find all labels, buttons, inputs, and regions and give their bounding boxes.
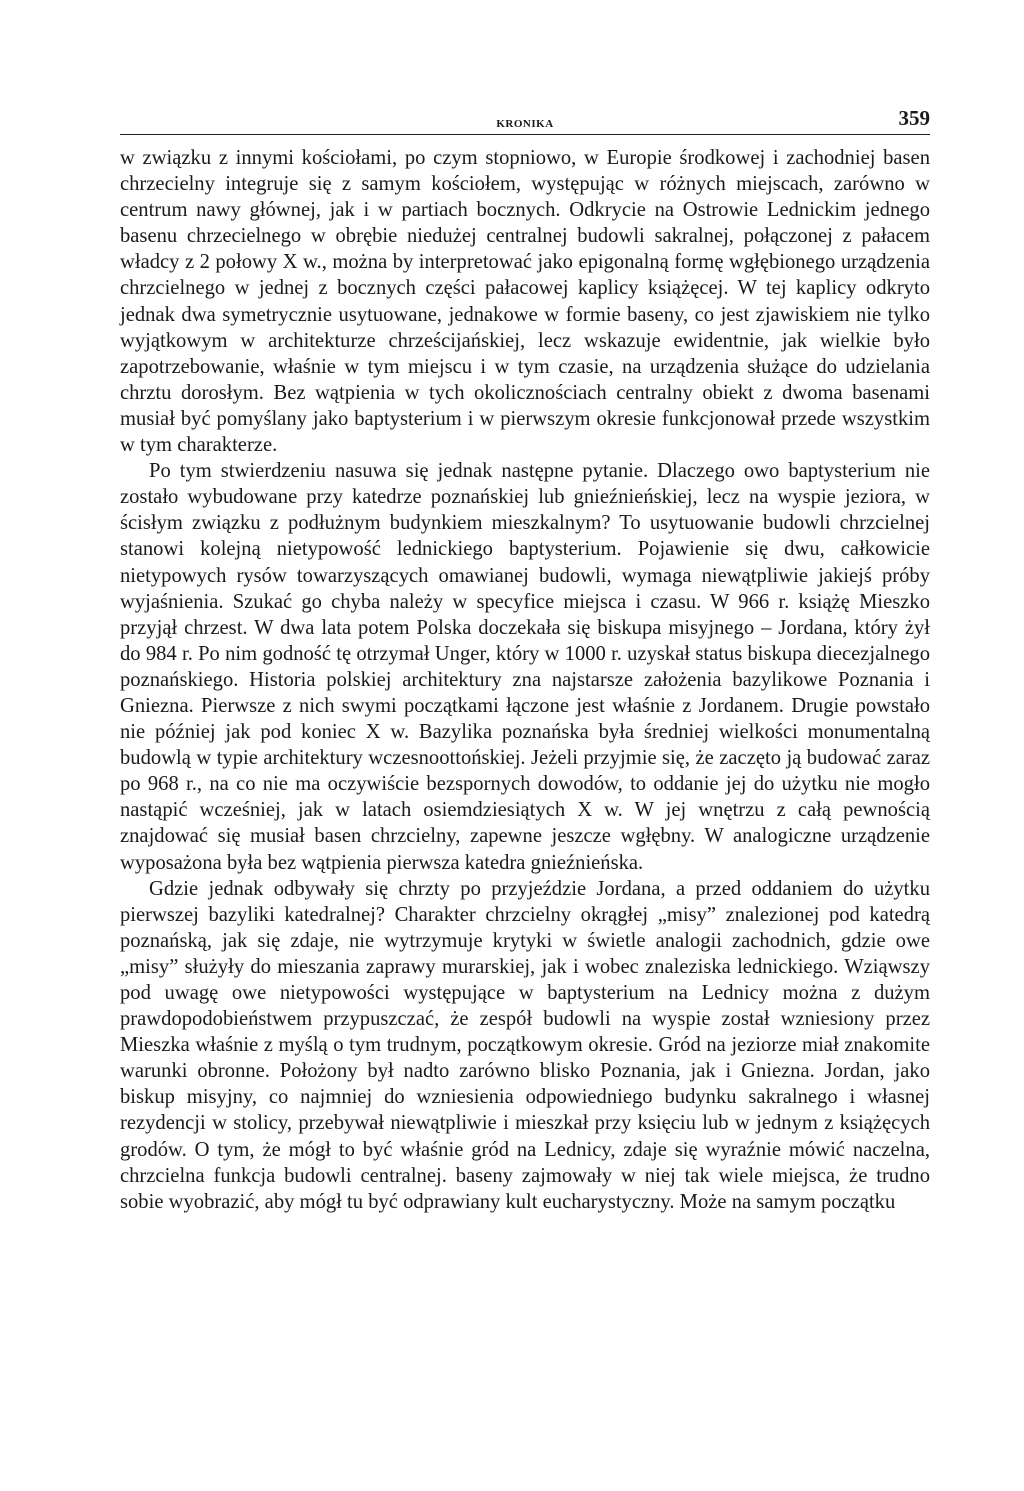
body-text bbox=[120, 145, 930, 1215]
paragraph-3: Gdzie jednak odbywały się chrzty po przyjeździe Jordana, a przed oddaniem do użytku pierwszej bazyliki katedralnej? Charakter chrzcielny okrągłej „misy” znalezionej pod katedrą poznańską, jak się zdaje, nie wytrzymuje krytyki w świetle analogii zachodnich, gdzie owe „misy” służyły do mieszania zaprawy murarskiej, jak i wobec znaleziska lednickiego. Wziąwszy pod uwagę owe nietypowości występujące w baptysterium na Lednicy można z dużym prawdopodobieństwem przypuszczać, że zespół budowli na wyspie został wzniesiony przez Mieszka właśnie z myślą o tym trudnym, początkowym okresie. Gród na jeziorze miał znakomite warunki obronne. Położony był nadto zarówno blisko Poznania, jak i Gniezna. Jordan, jako biskup misyjny, co najmniej do wzniesienia odpowiedniego budynku sakralnego i własnej rezydencji w stolicy, przebywał niewątpliwie i mieszkał przy księciu lub w jednym z książęcych grodów. O tym, że mógł to być właśnie gród na Lednicy, zdaje się wyraźnie mówić naczelna, chrzcielna funkcja budowli centralnej. baseny zajmowały w niej tak wiele miejsca, że trudno sobie wyobrazić, aby mógł tu być odprawiany kult eucharystyczny. Może na samym początku bbox=[120, 877, 930, 1213]
paragraph-1: w związku z innymi kościołami, po czym stopniowo, w Europie środkowej i zachodniej basen chrzecielny integruje się z samym kościołem, występując w różnych miejscach, zarówno w centrum nawy głównej, jak i w partiach bocznych. Odkrycie na Ostrowie Lednickim jednego basenu chrzecielnego w obrębie niedużej centralnej budowli sakralnej, połączonej z pałacem władcy z 2 połowy X w., można by interpretować jako epigonalną formę wgłębionego urządzenia chrzcielnego w jednej z bocznych części pałacowej kaplicy książęcej. W tej kaplicy odkryto jednak dwa symetrycznie usytuowane, jednakowe w formie baseny, co jest zjawiskiem nie tylko wyjątkowym w architekturze chrześcijańskiej, lecz wskazuje ewidentnie, jak wielkie było zapotrzebowanie, właśnie w tym miejscu i w tym czasie, na urządzenia służące do udzielania chrztu dorosłym. Bez wątpienia w tych okolicznościach centralny obiekt z dwoma basenami musiał być pomyślany jako baptysterium i w pierwszym okresie funkcjonował przede wszystkim w tym charakterze. bbox=[120, 147, 930, 457]
paragraph-2: Po tym stwierdzeniu nasuwa się jednak następne pytanie. Dlaczego owo baptysterium nie zostało wybudowane przy katedrze poznańskiej lub gnieźnieńskiej, lecz na wyspie jeziora, w ścisłym związku z podłużnym budynkiem mieszkalnym? To usytuowanie budowli chrzcielnej stanowi kolejną nietypowość lednickiego baptysterium. Pojawienie się dwu, całkowicie nietypowych rysów towarzyszących omawianej budowli, wymaga niewątpliwie jakiejś próby wyjaśnienia. Szukać go chyba należy w specyfice miejsca i czasu. W 966 r. książę Mieszko przyjął chrzest. W dwa lata potem Polska doczekała się biskupa misyjnego – Jordana, który żył do 984 r. Po nim godność tę otrzymał Unger, który w 1000 r. uzyskał status biskupa diecezjalnego poznańskiego. Historia polskiej architektury zna najstarsze założenia bazylikowe Poznania i Gniezna. Pierwsze z nich swymi początkami łączone jest właśnie z Jordanem. Drugie powstało nie później jak pod koniec X w. Bazylika poznańska była średniej wielkości monumentalną budowlą w typie architektury wczesnoottońskiej. Jeżeli przyjmie się, że zaczęto ją budować zaraz po 968 r., na co nie ma oczywiście bezspornych dowodów, to oddanie jej do użytku nie mogło nastąpić wcześniej, jak w latach osiemdziesiątych X w. W jej wnętrzu z całą pewnością znajdować się musiał basen chrzcielny, zapewne jeszcze wgłębny. W analogiczne urządzenie wyposażona była bez wątpienia pierwsza katedra gnieźnieńska. bbox=[120, 460, 930, 874]
page-header bbox=[120, 100, 930, 135]
document-page bbox=[120, 100, 930, 1215]
page-number: 359 bbox=[898, 106, 930, 130]
running-head: KRONIKA bbox=[496, 118, 554, 130]
